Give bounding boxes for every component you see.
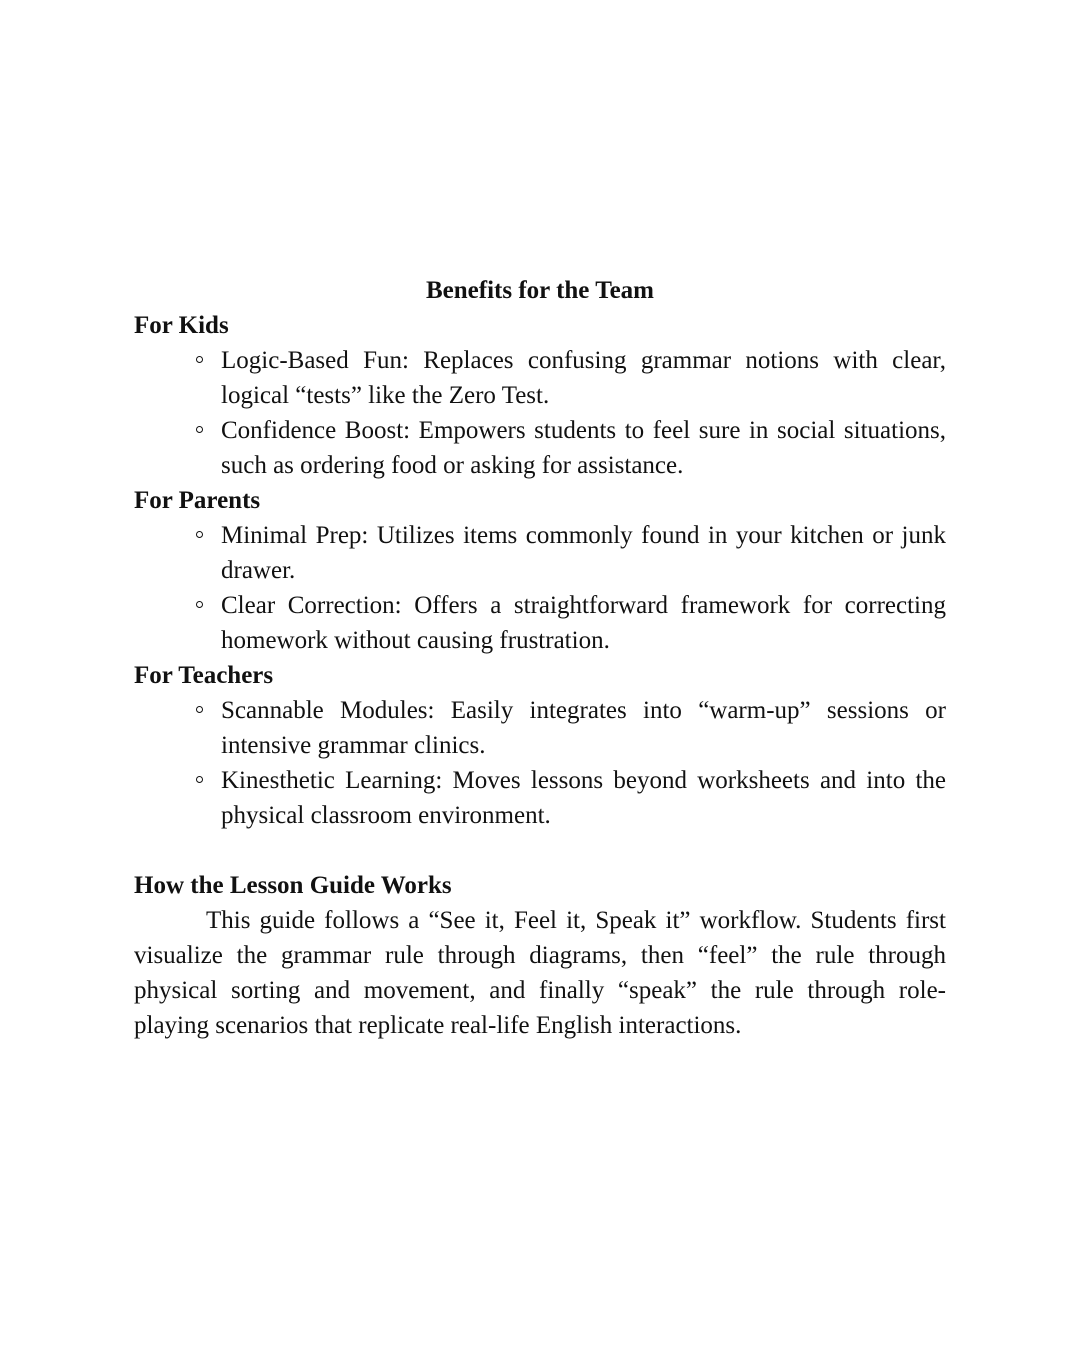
section-heading-teachers: For Teachers	[134, 662, 274, 689]
list-item	[221, 588, 946, 658]
hollow-circle-bullet-icon	[196, 706, 203, 713]
list-item	[221, 763, 946, 833]
list-item	[221, 343, 946, 413]
section-heading-kids: For Kids	[134, 312, 229, 339]
hollow-circle-bullet-icon	[196, 776, 203, 783]
list-item	[221, 413, 946, 483]
list-item	[221, 518, 946, 588]
hollow-circle-bullet-icon	[196, 356, 203, 363]
hollow-circle-bullet-icon	[196, 601, 203, 608]
hollow-circle-bullet-icon	[196, 426, 203, 433]
list-item-text: Minimal Prep: Utilizes items commonly found in your kitchen or junk drawer.	[221, 522, 946, 584]
guide-heading: How the Lesson Guide Works	[134, 872, 452, 899]
list-item-text: Confidence Boost: Empowers students to feel sure in social situations, such as ordering food or asking for assistance.	[221, 417, 946, 479]
blank-line	[134, 833, 946, 868]
list-item	[221, 693, 946, 763]
bullet-list-kids	[134, 343, 946, 483]
list-item-text: Clear Correction: Offers a straightforward framework for correcting homework without causing frustration.	[221, 592, 946, 654]
list-item-text: Kinesthetic Learning: Moves lessons beyond worksheets and into the physical classroom environment.	[221, 767, 946, 829]
bullet-list-teachers	[134, 693, 946, 833]
section-heading-parents: For Parents	[134, 487, 261, 514]
bullet-list-parents	[134, 518, 946, 658]
document-title: Benefits for the Team	[426, 277, 654, 304]
list-item-text: Logic-Based Fun: Replaces confusing grammar notions with clear, logical “tests” like the Zero Test.	[221, 347, 946, 409]
list-item-text: Scannable Modules: Easily integrates into “warm-up” sessions or intensive grammar clinics.	[221, 697, 946, 759]
document-page	[134, 273, 946, 1043]
hollow-circle-bullet-icon	[196, 531, 203, 538]
guide-paragraph: This guide follows a “See it, Feel it, Speak it” workflow. Students first visualize the grammar rule through diagrams, then “feel” the rule through physical sorting and movement, and finally “speak” the rule through role-playing scenarios that replicate real-life English interactions.	[134, 907, 946, 1039]
